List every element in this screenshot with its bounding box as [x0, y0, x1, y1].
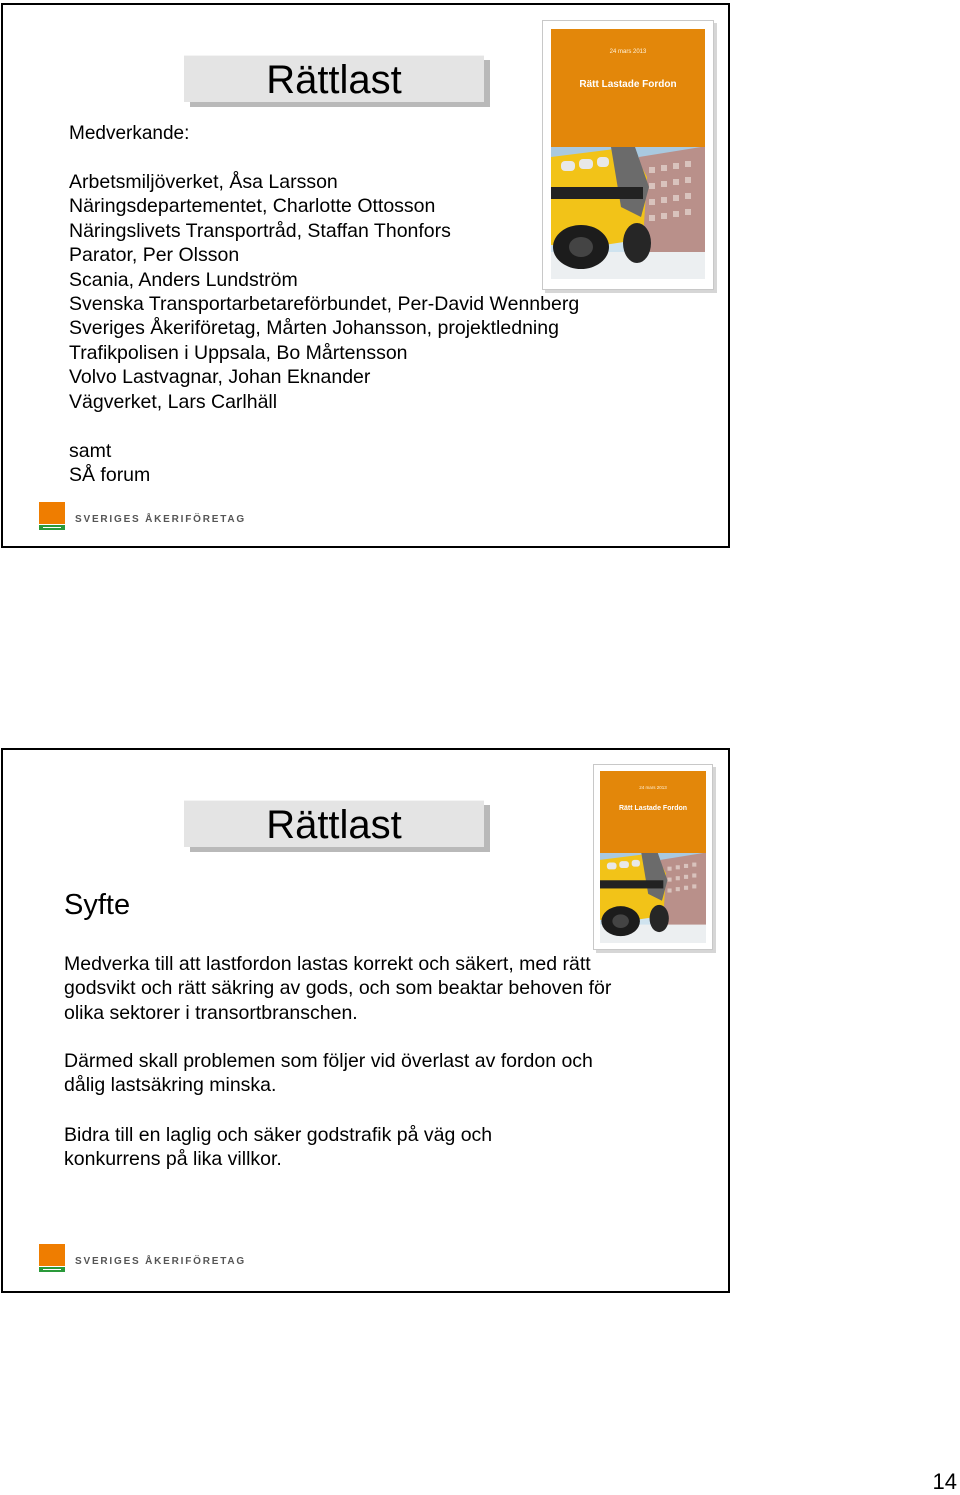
participants-label: Medverkande: — [69, 123, 190, 144]
list-item: SÅ forum — [69, 464, 151, 487]
report-cover-thumbnail — [593, 764, 713, 950]
logo-square-icon — [39, 1244, 65, 1266]
company-logo — [39, 502, 246, 538]
cover-date: 24 mars 2013 — [639, 785, 667, 790]
paragraph: Bidra till en laglig och säker godstrafik på väg och konkurrens på lika villkor. — [64, 1124, 493, 1171]
list-item: Parator, Per Olsson — [69, 244, 240, 267]
extra-list — [69, 439, 150, 488]
slide-title: Rättlast — [266, 58, 402, 102]
list-item: Näringsdepartementet, Charlotte Ottosson — [69, 195, 436, 218]
paragraph: Därmed skall problemen som följer vid överlast av fordon och dålig lastsäkring minska. — [64, 1050, 593, 1097]
list-item: Arbetsmiljöverket, Åsa Larsson — [69, 171, 338, 193]
logo-text: SVERIGES ÅKERIFÖRETAG — [75, 1256, 246, 1267]
paragraph: Medverka till att lastfordon lastas korrekt och säkert, med rätt godsvikt och rätt säkring av gods, och som beaktar behoven för olika sektorer i transortbranschen. — [64, 953, 612, 1024]
list-item: Sveriges Åkeriföretag, Mårten Johansson, projektledning — [69, 317, 559, 340]
company-logo — [39, 1244, 246, 1280]
logo-text: SVERIGES ÅKERIFÖRETAG — [75, 514, 246, 525]
list-item: Vägverket, Lars Carlhäll — [69, 390, 278, 413]
list-item: samt — [69, 440, 112, 462]
list-item: Volvo Lastvagnar, Johan Eknander — [69, 366, 371, 389]
slide-participants — [1, 3, 730, 548]
list-item: Näringslivets Transportråd, Staffan Thonfors — [69, 219, 451, 242]
logo-square-icon — [39, 502, 65, 524]
slide-title: Rättlast — [266, 803, 402, 847]
logo-road-icon — [39, 1267, 65, 1272]
title-box — [184, 55, 484, 102]
list-item: Trafikpolisen i Uppsala, Bo Mårtensson — [69, 341, 408, 364]
participants-list — [69, 170, 579, 414]
list-item: Scania, Anders Lundström — [69, 268, 298, 291]
cover-title: Rätt Lastade Fordon — [579, 79, 677, 90]
page-number: 14 — [932, 1469, 957, 1494]
cover-title: Rätt Lastade Fordon — [618, 805, 688, 812]
section-heading: Syfte — [64, 889, 131, 921]
logo-road-icon — [39, 525, 65, 530]
title-box — [184, 800, 484, 847]
slide-purpose — [1, 748, 730, 1293]
list-item: Svenska Transportarbetareförbundet, Per-David Wennberg — [69, 293, 580, 316]
cover-date: 24 mars 2013 — [609, 49, 647, 55]
truck-photo — [600, 853, 706, 943]
